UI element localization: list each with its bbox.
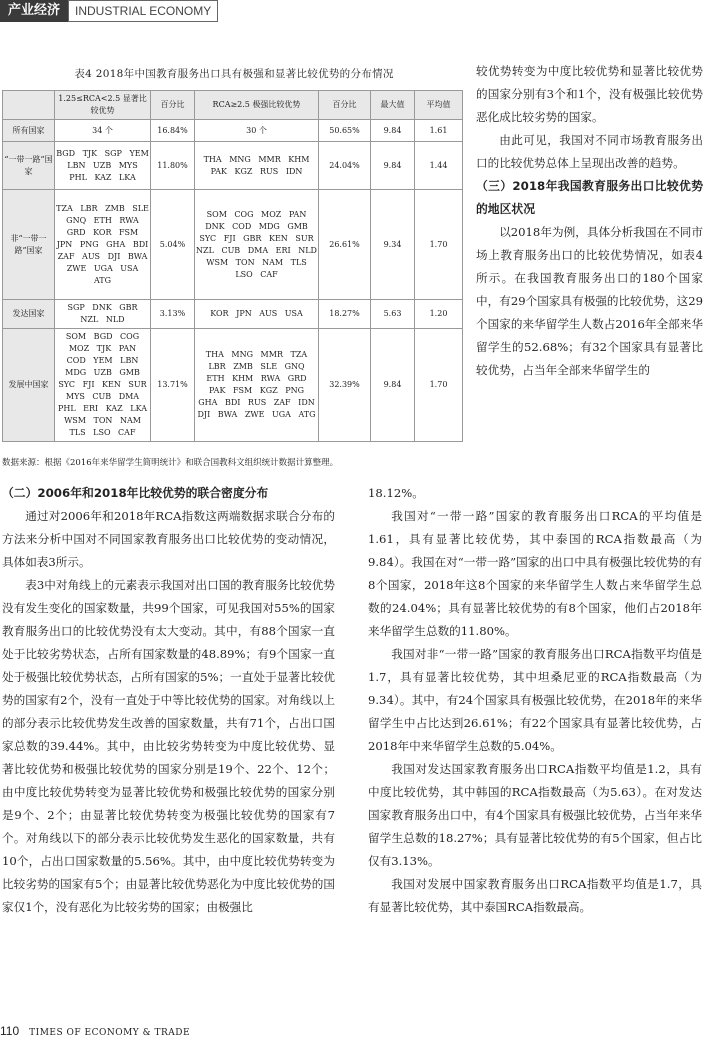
strong-pct: 50.65% <box>319 120 371 142</box>
table-source-note: 数据来源：根据《2016年来华留学生简明统计》和联合国教科文组织统计数据计算整理。 <box>2 458 339 468</box>
table-row <box>3 142 463 190</box>
right-bottom-column <box>368 482 702 919</box>
max-value: 9.84 <box>371 329 415 442</box>
paragraph: 表3中对角线上的元素表示我国对出口国的教育服务比较优势没有发生变化的国家数量，共99个国家，可见我国对55%的国家教育服务出口的比较优势没有太大变动。其中，有88个国家一直处于比较劣势状态，占所有国家数量的48.89%；有9个国家一直处于极强比较优势状态，占所有国家的5%；一直处于显著比较优势的国家有2个，没有一直处于中等比较优势的国家。对角线以上的部分表示比较优势发生改善的国家数量，共有71个，占出口国家总数的39.44%。其中，由比较劣势转变为中度比较优势、显著比较优势和极强比较优势的国家分别是19个、22个、12个；由中度比较优势转变为显著比较优势和极强比较优势的国家分别是9个、2个；由显著比较优势转变为极强比较优势的国家有7个。对角线以下的部分表示比较优势发生恶化的国家数量，共有10个，占出口国家数量的5.56%。其中，由中度比较优势转变为比较劣势的国家有5个；由显著比较优势恶化为中度比较优势的国家仅1个，没有恶化为比较劣势的国家；由极强比 <box>2 578 335 914</box>
strong-countries: KOR JPN AUS USA <box>195 300 319 329</box>
paragraph: 我国对发达国家教育服务出口RCA指数平均值是1.2，具有中度比较优势，其中韩国的RCA指数最高（为5.63）。在对发达国家教育服务出口中，有4个国家具有极强比较优势，占当年来华留学生总数的18.27%；具有显著比较优势的有5个国家，但占比仅有3.13%。 <box>368 762 702 868</box>
section-header <box>0 0 218 22</box>
table-header-significant: 1.25≤RCA<2.5 显著比较优势 <box>55 91 151 120</box>
significant-pct: 3.13% <box>151 300 195 329</box>
table-header-strong: RCA≥2.5 极强比较优势 <box>195 91 319 120</box>
paragraph: 我国对非“一带一路”国家的教育服务出口RCA指数平均值是1.7，具有显著比较优势，其中坦桑尼亚的RCA指数最高（为9.34）。其中，有24个国家具有极强比较优势，在2018年的来华留学生中占比达到26.61%；有22个国家具有显著比较优势，占2018年中来华留学生总数的5.04%。 <box>368 647 702 753</box>
max-value: 5.63 <box>371 300 415 329</box>
significant-countries: SGP DNK GBR NZL NLD <box>55 300 151 329</box>
strong-pct: 26.61% <box>319 190 371 300</box>
table-row <box>3 300 463 329</box>
max-value: 9.84 <box>371 142 415 190</box>
avg-value: 1.20 <box>415 300 463 329</box>
paragraph: 18.12%。 <box>368 486 424 500</box>
paragraph: 由此可见，我国对不同市场教育服务出口的比较优势总体上呈现出改善的趋势。 <box>476 133 703 170</box>
table-header-corner <box>3 91 55 120</box>
strong-pct: 18.27% <box>319 300 371 329</box>
distribution-table <box>2 90 463 442</box>
row-label: 发展中国家 <box>3 329 55 442</box>
significant-countries: BGD TJK SGP YEM LBN UZB MYS PHL KAZ LKA <box>55 142 151 190</box>
paragraph: 我国对发展中国家教育服务出口RCA指数平均值是1.7，具有显著比较优势，其中泰国RCA指数最高。 <box>368 877 702 914</box>
significant-pct: 13.71% <box>151 329 195 442</box>
section-heading: （三）2018年我国教育服务出口比较优势的地区状况 <box>476 179 703 216</box>
row-label: 所有国家 <box>3 120 55 142</box>
paragraph: 通过对2006年和2018年RCA指数这两端数据求联合分布的方法来分析中国对不同国家教育服务出口比较优势的变动情况，具体如表3所示。 <box>2 509 335 569</box>
section-title-en: INDUSTRIAL ECONOMY <box>68 0 218 22</box>
right-top-column <box>476 60 703 382</box>
avg-value: 1.70 <box>415 329 463 442</box>
avg-value: 1.70 <box>415 190 463 300</box>
significant-countries: SOM BGD COG MOZ TJK PAN COD YEM LBN MDG UZB GMB SYC FJI KEN SUR MYS CUB DMA PHL ERI KAZ LKA WSM TON NAM TLS LSO CAF <box>55 329 151 442</box>
strong-countries: 30 个 <box>195 120 319 142</box>
significant-pct: 5.04% <box>151 190 195 300</box>
table-header-max: 最大值 <box>371 91 415 120</box>
page-number: 110 <box>0 1024 20 1038</box>
row-label: 发达国家 <box>3 300 55 329</box>
paragraph: 我国对“一带一路”国家的教育服务出口RCA的平均值是1.61，具有显著比较优势，其中泰国的RCA指数最高（为9.84）。我国在对“一带一路”国家的出口中具有极强比较优势的有8个国家，2018年这8个国家的来华留学生人数占来华留学生总数的24.04%；具有显著比较优势的有8个国家，他们占2018年来华留学生总数的11.80%。 <box>368 509 702 638</box>
significant-countries: 34 个 <box>55 120 151 142</box>
paragraph: 以2018年为例，具体分析我国在不同市场上教育服务出口的比较优势情况，如表4所示。在我国教育服务出口的180个国家中，有29个国家具有极强的比较优势，这29个国家的来华留学生人数占2016年全部来华留学生的52.68%；有32个国家具有显著比较优势，占当年全部来华留学生的 <box>476 225 703 377</box>
strong-pct: 24.04% <box>319 142 371 190</box>
strong-pct: 32.39% <box>319 329 371 442</box>
strong-countries: THA MNG MMR KHM PAK KGZ RUS IDN <box>195 142 319 190</box>
max-value: 9.84 <box>371 120 415 142</box>
significant-countries: TZA LBR ZMB SLE GNQ ETH RWA GRD KOR FSM JPN PNG GHA BDI ZAF AUS DJI BWA ZWE UGA USA ATG <box>55 190 151 300</box>
table-row <box>3 190 463 300</box>
avg-value: 1.44 <box>415 142 463 190</box>
strong-countries: THA MNG MMR TZA LBR ZMB SLE GNQ ETH KHM RWA GRD PAK FSM KGZ PNG GHA BDI RUS ZAF IDN DJI BWA ZWE UGA ATG <box>195 329 319 442</box>
section-title-cn: 产业经济 <box>0 0 68 22</box>
avg-value: 1.61 <box>415 120 463 142</box>
section-heading: （二）2006年和2018年比较优势的联合密度分布 <box>2 486 269 500</box>
table-header-pct: 百分比 <box>151 91 195 120</box>
left-column <box>2 482 335 919</box>
magazine-name: TIMES OF ECONOMY & TRADE <box>29 1028 191 1038</box>
table-row <box>3 329 463 442</box>
strong-countries: SOM COG MOZ PAN DNK COD MDG GMB SYC FJI GBR KEN SUR NZL CUB DMA ERI NLD WSM TON NAM TLS LSO CAF <box>195 190 319 300</box>
table-header-avg: 平均值 <box>415 91 463 120</box>
table-title: 表4 2018年中国教育服务出口具有极强和显著比较优势的分布情况 <box>74 68 394 80</box>
significant-pct: 16.84% <box>151 120 195 142</box>
row-label: 非“一带一路”国家 <box>3 190 55 300</box>
row-label: “一带一路”国家 <box>3 142 55 190</box>
max-value: 9.34 <box>371 190 415 300</box>
table-header-pct: 百分比 <box>319 91 371 120</box>
significant-pct: 11.80% <box>151 142 195 190</box>
page-footer <box>0 1024 190 1038</box>
table-row <box>3 120 463 142</box>
table-header-row <box>3 91 463 120</box>
paragraph: 较优势转变为中度比较优势和显著比较优势的国家分别有3个和1个，没有极强比较优势恶化成比较劣势的国家。 <box>476 64 703 124</box>
